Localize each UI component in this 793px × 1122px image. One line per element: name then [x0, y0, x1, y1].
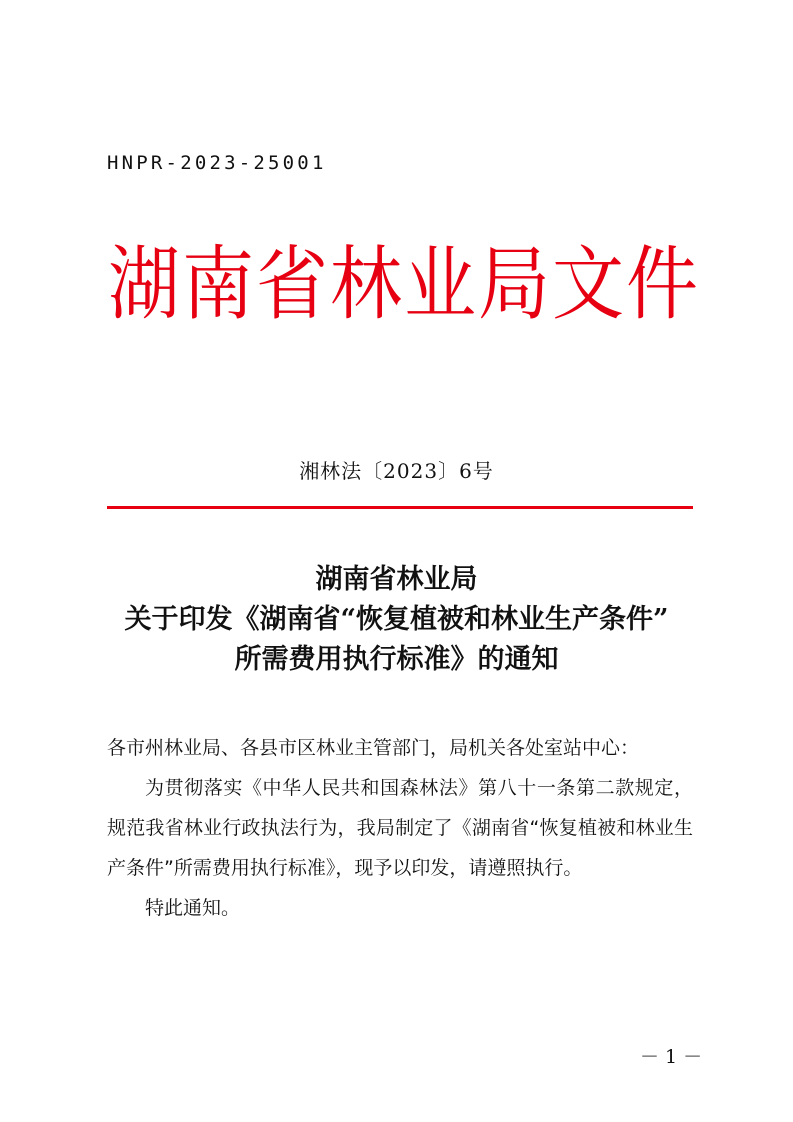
issuer-title: 湖南省林业局文件 — [108, 236, 701, 332]
recipients-line: 各市州林业局、各县市区林业主管部门，局机关各处室站中心： — [107, 737, 640, 759]
closing-paragraph: 特此通知。 — [145, 897, 241, 919]
document-code: HNPR-2023-25001 — [107, 152, 327, 174]
red-divider-line — [107, 506, 693, 509]
page-number: － 1 － — [640, 1046, 703, 1068]
notice-title-line-1: 湖南省林业局 — [315, 564, 478, 595]
notice-title-line-2: 关于印发《湖南省“恢复植被和林业生产条件” — [124, 604, 669, 635]
notice-title-line-3: 所需费用执行标准》的通知 — [234, 644, 559, 675]
notice-body — [107, 728, 693, 928]
document-number: 湘林法〔2023〕6号 — [299, 459, 494, 483]
notice-title — [0, 560, 793, 680]
body-paragraph: 为贯彻落实《中华人民共和国森林法》第八十一条第二款规定，规范我省林业行政执法行为，我局制定了《湖南省“恢复植被和林业生产条件”所需费用执行标准》，现予以印发，请遵照执行。 — [107, 777, 693, 879]
